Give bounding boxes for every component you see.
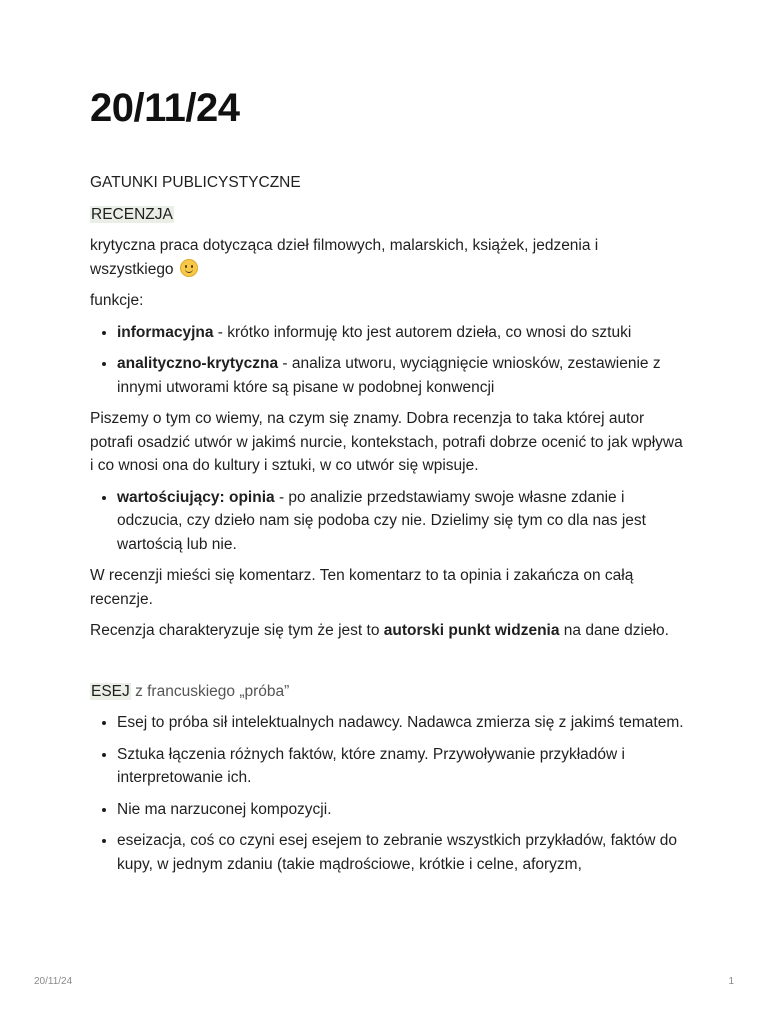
list-item: • eseizacja, coś co czyni esej esejem to zebranie wszystkich przykładów, faktów do kupy, w jednym zdaniu (takie mądrościowe, krótkie i celne, aforyzm,: [117, 829, 685, 876]
functions-list-2: [90, 486, 685, 557]
list-item: • Nie ma narzuconej kompozycji.: [117, 798, 685, 822]
function-description: - po analizie przedstawiamy swoje własne zdanie i odczucia, czy dzieło nam się podoba czy nie. Dzielimy się tym co dla nas jest wartością lub nie.: [117, 488, 646, 553]
function-name: informacyjna: [117, 323, 214, 341]
page-number: 1: [728, 976, 734, 987]
paragraph: W recenzji mieści się komentarz. Ten komentarz to ta opinia i zakańcza on całą recenzje.: [90, 567, 634, 608]
list-item: • Esej to próba sił intelektualnych nadawcy. Nadawca zmierza się z jakimś tematem.: [117, 711, 685, 735]
document-body: [90, 171, 685, 884]
paragraph: Piszemy o tym co wiemy, na czym się znamy. Dobra recenzja to taka której autor potrafi osadzić utwór w jakimś nurcie, kontekstach, potrafi dobrze ocenić to jak wpływa i co wnosi ona do kultury i sztuki, w co utwór się wpisuje.: [90, 410, 683, 474]
recenzja-definition: [90, 234, 685, 281]
esej-list: [90, 711, 685, 876]
list-item: [117, 321, 685, 345]
functions-list: [90, 321, 685, 400]
list-item: [117, 486, 685, 557]
definition-text: krytyczna praca dotycząca dzieł filmowych, malarskich, książek, jedzenia i wszystkiego: [90, 237, 599, 278]
functions-label: funkcje:: [90, 292, 144, 309]
spacer: [90, 651, 685, 680]
paragraph-text: Recenzja charakteryzuje się tym że jest to: [90, 622, 384, 639]
recenzja-label: RECENZJA: [91, 205, 173, 223]
function-name: analityczno-krytyczna: [117, 355, 279, 372]
paragraph: [90, 619, 685, 643]
list-item: [117, 352, 685, 399]
esej-heading: [90, 680, 685, 704]
function-description: - analiza utworu, wyciągnięcie wniosków, zestawienie z innymi utworami które są pisane w podobnej konwencji: [117, 355, 661, 396]
paragraph-text: na dane dzieło.: [559, 622, 669, 639]
page-title: 20/11/24: [90, 86, 240, 130]
footer-date: 20/11/24: [34, 976, 73, 987]
section-heading: GATUNKI PUBLICYSTYCZNE: [90, 174, 301, 191]
function-description: - krótko informuję kto jest autorem dzieła, co wnosi do sztuki: [213, 323, 632, 341]
recenzja-heading: [90, 203, 685, 227]
function-name: wartościujący: opinia: [117, 488, 275, 506]
esej-subtitle: z francuskiego „próba”: [130, 682, 290, 700]
esej-label: ESEJ: [91, 682, 130, 700]
smiling-face-icon: [180, 259, 198, 277]
list-item: • Sztuka łączenia różnych faktów, które znamy. Przywoływanie przykładów i interpretowanie ich.: [117, 743, 685, 790]
emphasis-text: autorski punkt widzenia: [383, 622, 560, 639]
